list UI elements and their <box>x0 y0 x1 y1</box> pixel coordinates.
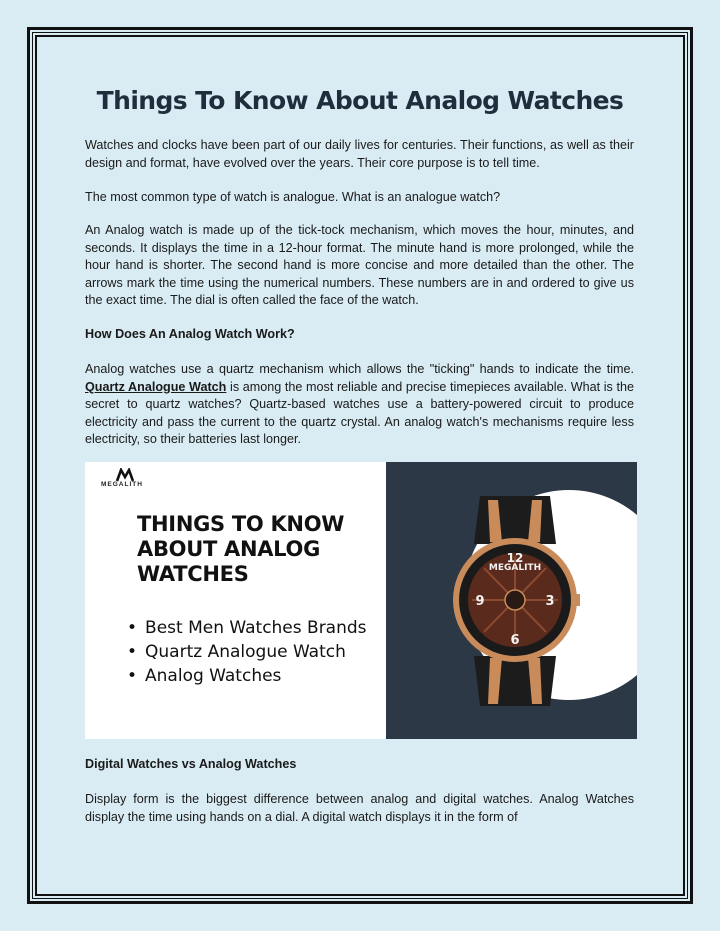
page-title: Things To Know About Analog Watches <box>96 86 624 115</box>
analogue-question-paragraph: The most common type of watch is analogue. What is an analogue watch? <box>85 190 501 204</box>
quartz-text-before: Analog watches use a quartz mechanism which allows the "ticking" hands to indicate the time. <box>85 362 634 376</box>
megalith-logo-icon <box>116 468 134 482</box>
dial-logo: MEGALITH <box>488 563 542 573</box>
display-form-paragraph: Display form is the biggest difference between analog and digital watches. Analog Watches display the time using hands on a dial. A digital watch displays it in the form of <box>85 792 634 824</box>
how-it-works-heading: How Does An Analog Watch Work? <box>85 327 295 341</box>
brand-logo-text: MEGALITH <box>101 481 143 488</box>
banner-text-panel <box>85 462 386 739</box>
banner-title <box>137 512 377 587</box>
quartz-text-after: is among the most reliable and precise timepieces available. What is the secret to quartz watches? Quartz-based watches use a battery-powered circuit to produce electricity and pass the current to the quartz crystal. An analog watch's mechanisms require less electricity, so their batteries last longer. <box>85 379 634 447</box>
dial-number-6: 6 <box>510 633 520 648</box>
banner-bullet: • Analog Watches <box>127 664 367 688</box>
banner-bullet: • Best Men Watches Brands <box>127 616 367 640</box>
analog-definition-paragraph: An Analog watch is made up of the tick-tock mechanism, which moves the hour, minutes, and seconds. It displays the time in a 12-hour format. The minute hand is more prolonged, while the hour hand is shorter. The second hand is more concise and more detailed than the other. The arrows mark the time using the numerical numbers. These numbers are in and ordered to give us the exact time. The dial is often called the face of the watch. <box>85 223 634 308</box>
dial-number-3: 3 <box>545 594 555 609</box>
banner-photo-panel <box>386 462 637 739</box>
digital-vs-analog-heading: Digital Watches vs Analog Watches <box>85 757 297 771</box>
banner-bullet: • Quartz Analogue Watch <box>127 640 367 664</box>
intro-paragraph: Watches and clocks have been part of our daily lives for centuries. Their functions, as well as their design and format, have evolved over the years. Their core purpose is to tell time. <box>85 138 634 170</box>
article-banner-image <box>85 462 637 739</box>
quartz-analogue-watch-link[interactable]: Quartz Analogue Watch <box>85 379 227 394</box>
banner-title-line: WATCHES <box>137 562 249 586</box>
banner-bullet-list <box>127 616 367 688</box>
banner-title-line: ABOUT ANALOG <box>137 537 321 561</box>
watch-icon <box>450 496 580 706</box>
dial-number-12: 12 <box>506 551 524 565</box>
banner-title-line: THINGS TO KNOW <box>137 512 345 536</box>
dial-number-9: 9 <box>475 594 485 609</box>
quartz-paragraph <box>85 361 634 449</box>
